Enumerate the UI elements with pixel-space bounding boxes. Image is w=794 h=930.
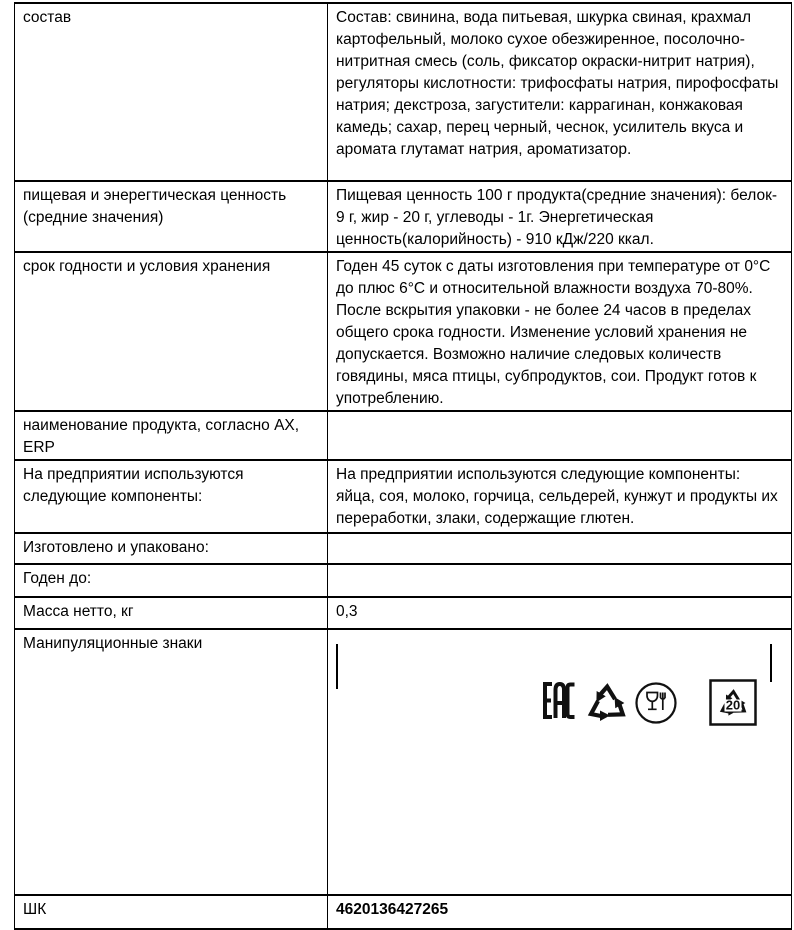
row-value-barcode: 4620136427265 xyxy=(328,895,792,929)
table-row xyxy=(15,252,792,411)
row-label-shelf-life: срок годности и условия хранения xyxy=(15,252,328,411)
recycling-mobius-icon xyxy=(583,634,635,770)
row-value-best-before xyxy=(328,564,792,597)
row-value-net-weight: 0,3 xyxy=(328,597,792,629)
food-contact-safe-icon xyxy=(634,637,686,769)
embedded-frame-line-right xyxy=(770,644,772,682)
embedded-frame-line-left xyxy=(336,644,338,689)
row-label-best-before: Годен до: xyxy=(15,564,328,597)
table-row xyxy=(15,629,792,895)
table-row xyxy=(15,411,792,460)
row-value-allergens: На предприятии используются следующие компоненты: яйца, соя, молоко, горчица, сельдерей, кунжут и продукты их переработки, злаки, содержащие глютен. xyxy=(328,460,792,533)
table-row xyxy=(15,895,792,929)
row-value-sostav: Состав: свинина, вода питьевая, шкурка свиная, крахмал картофельный, молоко сухое обезжиренное, посолочно-нитритная смесь (соль, фиксатор окраски-нитрит натрия), регуляторы кислотности: трифосфаты натрия, пирофосфаты натрия; декстроза, загустители: каррагинан, конжаковая камедь; сахар, перец черный, чеснок, усилитель вкуса и аромата глутамат натрия, ароматизатор. xyxy=(328,3,792,181)
row-value-manufactured xyxy=(328,533,792,564)
row-label-handling-marks: Манипуляционные знаки xyxy=(15,629,328,895)
row-label-nutrition: пищевая и энерегтическая ценность (средние значения) xyxy=(15,181,328,252)
row-label-allergens: На предприятии используются следующие компоненты: xyxy=(15,460,328,533)
table-row xyxy=(15,181,792,252)
table-row xyxy=(15,3,792,181)
row-label-net-weight: Масса нетто, кг xyxy=(15,597,328,629)
table-row xyxy=(15,564,792,597)
table-row xyxy=(15,533,792,564)
row-label-manufactured: Изготовлено и упаковано: xyxy=(15,533,328,564)
row-label-barcode: ШК xyxy=(15,895,328,929)
row-value-handling-marks xyxy=(328,629,792,895)
row-label-sostav: состав xyxy=(15,3,328,181)
pap20-code-label: 20 xyxy=(725,697,741,713)
table-row xyxy=(15,597,792,629)
row-value-erp-name xyxy=(328,411,792,460)
product-spec-table xyxy=(14,2,792,930)
row-value-nutrition: Пищевая ценность 100 г продукта(средние значения): белок- 9 г, жир - 20 г, углеводы - 1г. Энергетическая ценность(калорийность) - 910 кДж/220 ккал. xyxy=(328,181,792,252)
recycling-pap-20-icon xyxy=(708,632,760,773)
table-row xyxy=(15,460,792,533)
row-label-erp-name: наименование продукта, согласно AX, ERP xyxy=(15,411,328,460)
row-value-shelf-life: Годен 45 суток с даты изготовления при температуре от 0°С до плюс 6°С и относительной влажности воздуха 70-80%. После вскрытия упаковки - не более 24 часов в пределах общего срока годности. Изменение условий хранения не допускается. Возможно наличие следовых количеств говядины, мяса птицы, субпродуктов, сои. Продукт готов к употреблению. xyxy=(328,252,792,411)
